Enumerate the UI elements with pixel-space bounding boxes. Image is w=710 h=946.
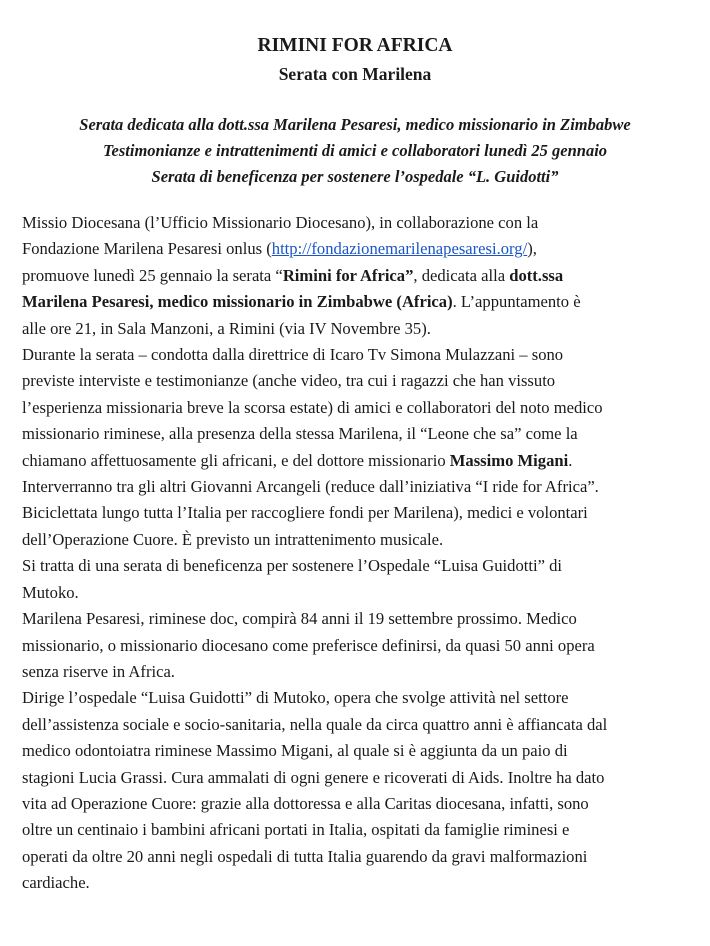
event-name: Rimini for Africa” xyxy=(282,265,414,285)
body-line: missionario, o missionario diocesano come preferisce definirsi, da quasi 50 anni opera xyxy=(22,635,595,655)
bold-text: Massimo Migani xyxy=(449,450,569,470)
body-text: . xyxy=(568,450,573,470)
body-line: Missio Diocesana (l’Ufficio Missionario Diocesano), in collaborazione con la xyxy=(22,213,539,232)
body-line: dell’Operazione Cuore. È previsto un intrattenimento musicale. xyxy=(22,529,444,549)
bold-text: Marilena Pesaresi, medico missionario in Zimbabwe (Africa) xyxy=(22,292,453,312)
body-text: Fondazione Marilena Pesaresi onlus ( xyxy=(22,239,272,259)
lead-block xyxy=(22,112,688,190)
body-line: operati da oltre 20 anni negli ospedali di tutta Italia guarendo da gravi malformazioni xyxy=(22,846,588,866)
body-line: Durante la serata – condotta dalla direttrice di Icaro Tv Simona Mulazzani – sono xyxy=(22,345,564,365)
article-body xyxy=(22,210,688,897)
body-line: previste interviste e testimonianze (anche video, tra cui i ragazzi che han vissuto xyxy=(22,371,556,391)
body-line: stagioni Lucia Grassi. Cura ammalati di ogni genere e ricoverati di Aids. Inoltre ha dato xyxy=(22,767,605,787)
body-line xyxy=(22,289,688,315)
page-subtitle: Serata con Marilena xyxy=(278,64,432,84)
lead-line-1: Serata dedicata alla dott.ssa Marilena Pesaresi, medico missionario in Zimbabwe xyxy=(79,115,631,134)
body-line: medico odontoiatra riminese Massimo Migani, al quale si è aggiunta da un paio di xyxy=(22,741,568,761)
body-line xyxy=(22,263,688,289)
body-line: alle ore 21, in Sala Manzoni, a Rimini (via IV Novembre 35). xyxy=(22,318,431,338)
body-line: Mutoko. xyxy=(22,582,79,602)
body-text: chiamano affettuosamente gli africani, e del dottore missionario xyxy=(22,450,450,470)
body-line: vita ad Operazione Cuore: grazie alla dottoressa e alla Caritas diocesana, infatti, sono xyxy=(22,793,589,813)
body-line: oltre un centinaio i bambini africani portati in Italia, ospitati da famiglie riminesi e xyxy=(22,820,570,840)
body-line: l’esperienza missionaria breve la scorsa estate) di amici e collaboratori del noto medico xyxy=(22,397,603,417)
body-line: Marilena Pesaresi, riminese doc, compirà 84 anni il 19 settembre prossimo. Medico xyxy=(22,609,577,629)
page-title: RIMINI FOR AFRICA xyxy=(257,35,453,56)
body-text: . L’appuntamento è xyxy=(452,292,581,312)
bold-text: dott.ssa xyxy=(509,265,564,285)
body-text: ), xyxy=(527,239,537,259)
body-line: Interverranno tra gli altri Giovanni Arcangeli (reduce dall’iniziativa “I ride for Africa”. xyxy=(22,477,599,497)
body-line: senza riserve in Africa. xyxy=(22,661,175,681)
body-line xyxy=(22,448,688,474)
body-line xyxy=(22,236,688,262)
body-text: promuove lunedì 25 gennaio la serata “ xyxy=(22,265,283,285)
body-text: , dedicata alla xyxy=(413,265,510,285)
body-line: dell’assistenza sociale e socio-sanitaria, nella quale da circa quattro anni è affiancata dal xyxy=(22,714,608,734)
body-line: missionario riminese, alla presenza della stessa Marilena, il “Leone che sa” come la xyxy=(22,424,578,444)
body-line: cardiache. xyxy=(22,873,90,893)
lead-line-3: Serata di beneficenza per sostenere l’ospedale “L. Guidotti” xyxy=(151,167,559,186)
lead-line-2: Testimonianze e intrattenimenti di amici e collaboratori lunedì 25 gennaio xyxy=(102,141,608,160)
body-line: Si tratta di una serata di beneficenza per sostenere l’Ospedale “Luisa Guidotti” di xyxy=(22,556,563,576)
body-line: Dirige l’ospedale “Luisa Guidotti” di Mutoko, opera che svolge attività nel settore xyxy=(22,688,569,708)
foundation-link[interactable]: http://fondazionemarilenapesaresi.org/ xyxy=(271,239,528,259)
body-line: Biciclettata lungo tutta l’Italia per raccogliere fondi per Marilena), medici e volontari xyxy=(22,503,588,523)
